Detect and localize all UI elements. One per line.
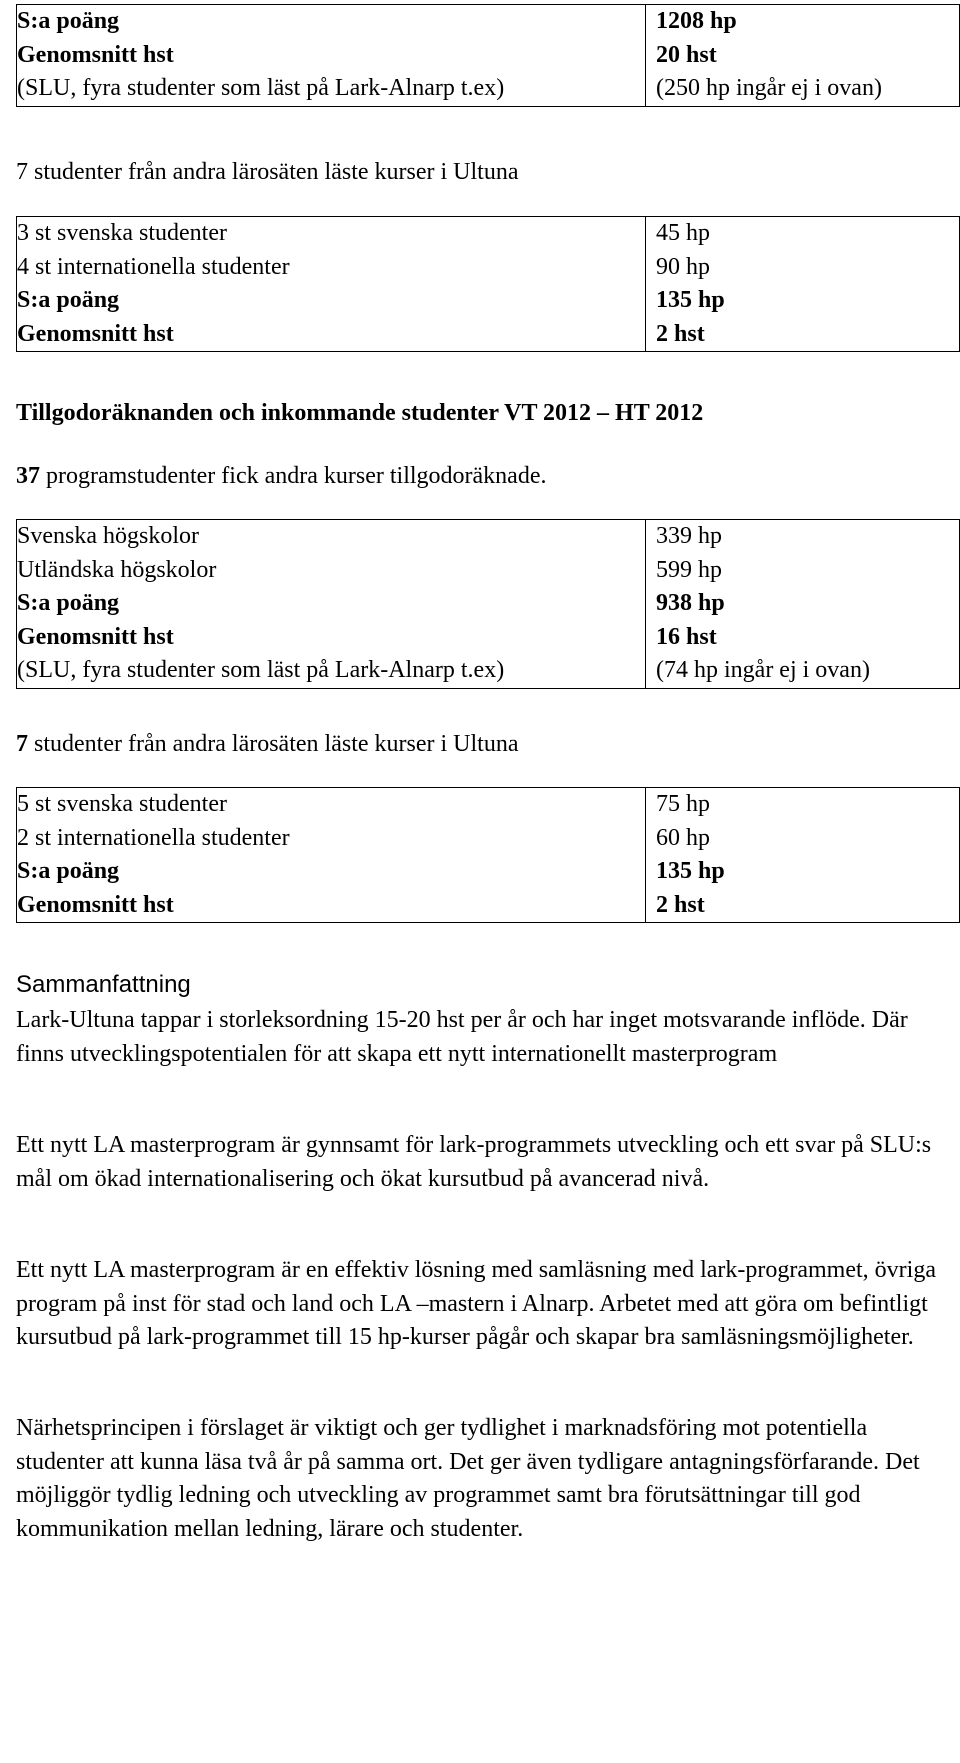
label-international-students: 2 st internationella studenter — [17, 824, 290, 851]
value-total-points: 135 hp — [656, 287, 725, 313]
heading-text: studenter från andra lärosäten läste kurser i Ultuna — [28, 731, 519, 757]
points-table-4 — [16, 787, 960, 923]
section-heading-1 — [16, 156, 960, 190]
subtitle-text: programstudenter fick andra kurser tillgodoräknade. — [40, 463, 547, 489]
heading-count: 7 — [16, 731, 28, 757]
points-table-3 — [16, 519, 960, 689]
label-note: (SLU, fyra studenter som läst på Lark-Alnarp t.ex) — [17, 657, 505, 683]
paragraph: Närhetsprincipen i förslaget är viktigt och ger tydlighet i marknadsföring mot potentiella studenter att kunna läsa två år på samma ort. Det ger även tydligare antagningsförfarande. Det möjliggör tydlig ledning och utveckling av programmet samt bra förutsättningar till god kommunikation mellan ledning, lärare och studenter. — [16, 1415, 920, 1542]
label-foreign-universities: Utländska högskolor — [17, 556, 217, 583]
label-average-hst: Genomsnitt hst — [17, 891, 174, 918]
label-average-hst: Genomsnitt hst — [17, 320, 174, 347]
value-average-hst: 16 hst — [656, 623, 717, 650]
label-swedish-students: 3 st svenska studenter — [17, 220, 227, 246]
value-total-points: 1208 hp — [656, 8, 737, 34]
label-total-points: S:a poäng — [17, 287, 120, 313]
value-note: (250 hp ingår ej i ovan) — [656, 75, 882, 101]
table-right-cell — [646, 520, 960, 689]
label-total-points: S:a poäng — [17, 858, 120, 884]
heading-other-universities: 7 studenter från andra lärosäten läste kurser i Ultuna — [16, 159, 519, 185]
label-international-students: 4 st internationella studenter — [17, 253, 290, 280]
value-swedish-universities: 339 hp — [656, 523, 722, 549]
summary-heading-block — [16, 968, 960, 1002]
label-swedish-students: 5 st svenska studenter — [17, 791, 227, 817]
summary-paragraph-4 — [16, 1412, 960, 1546]
table-exchange-2 — [16, 787, 960, 923]
value-international-students: 60 hp — [656, 824, 710, 851]
value-total-points: 135 hp — [656, 858, 725, 884]
label-swedish-universities: Svenska högskolor — [17, 523, 199, 549]
points-table-2 — [16, 216, 960, 352]
table-right-cell — [646, 788, 960, 923]
value-international-students: 90 hp — [656, 253, 710, 280]
section-heading-3 — [16, 728, 960, 762]
section-title-2 — [16, 397, 960, 431]
subtitle-count: 37 — [16, 463, 40, 489]
table-summary-top — [16, 4, 960, 107]
paragraph: Lark-Ultuna tappar i storleksordning 15-20 hst per år och har inget motsvarande inflöde. Där finns utvecklingspotentialen för att skapa ett nytt internationellt masterprogram — [16, 1007, 908, 1067]
table-right-cell — [646, 217, 960, 352]
section-title: Tillgodoräknanden och inkommande studenter VT 2012 – HT 2012 — [16, 400, 704, 426]
label-total-points: S:a poäng — [17, 590, 120, 616]
table-right-cell — [646, 5, 960, 107]
summary-paragraph-2 — [16, 1129, 960, 1196]
table-left-cell — [17, 788, 646, 923]
value-swedish-students: 75 hp — [656, 791, 710, 817]
table-credit-transfer — [16, 519, 960, 689]
label-average-hst: Genomsnitt hst — [17, 623, 174, 650]
table-exchange-1 — [16, 216, 960, 352]
table-left-cell — [17, 217, 646, 352]
label-note: (SLU, fyra studenter som läst på Lark-Alnarp t.ex) — [17, 75, 505, 101]
summary-paragraph-1 — [16, 1004, 960, 1071]
value-note: (74 hp ingår ej i ovan) — [656, 657, 870, 683]
value-average-hst: 20 hst — [656, 41, 717, 68]
value-average-hst: 2 hst — [656, 891, 705, 918]
value-swedish-students: 45 hp — [656, 220, 710, 246]
label-average-hst: Genomsnitt hst — [17, 41, 174, 68]
summary-paragraph-3 — [16, 1254, 960, 1355]
table-left-cell — [17, 5, 646, 107]
summary-heading: Sammanfattning — [16, 971, 191, 998]
section-subtitle-2 — [16, 460, 960, 494]
table-left-cell — [17, 520, 646, 689]
value-average-hst: 2 hst — [656, 320, 705, 347]
points-table-1 — [16, 4, 960, 107]
value-total-points: 938 hp — [656, 590, 725, 616]
value-foreign-universities: 599 hp — [656, 556, 722, 583]
paragraph: Ett nytt LA masterprogram är gynnsamt för lark-programmets utveckling och ett svar på SLU:s mål om ökad internationalisering och ökat kursutbud på avancerad nivå. — [16, 1132, 932, 1192]
label-total-points: S:a poäng — [17, 8, 120, 34]
paragraph: Ett nytt LA masterprogram är en effektiv lösning med samläsning med lark-programmet, övriga program på inst för stad och land och LA –mastern i Alnarp. Arbetet med att göra om befintligt kursutbud på lark-programmet till 15 hp-kurser pågår och skapar bra samläsningsmöjligheter. — [16, 1257, 936, 1350]
